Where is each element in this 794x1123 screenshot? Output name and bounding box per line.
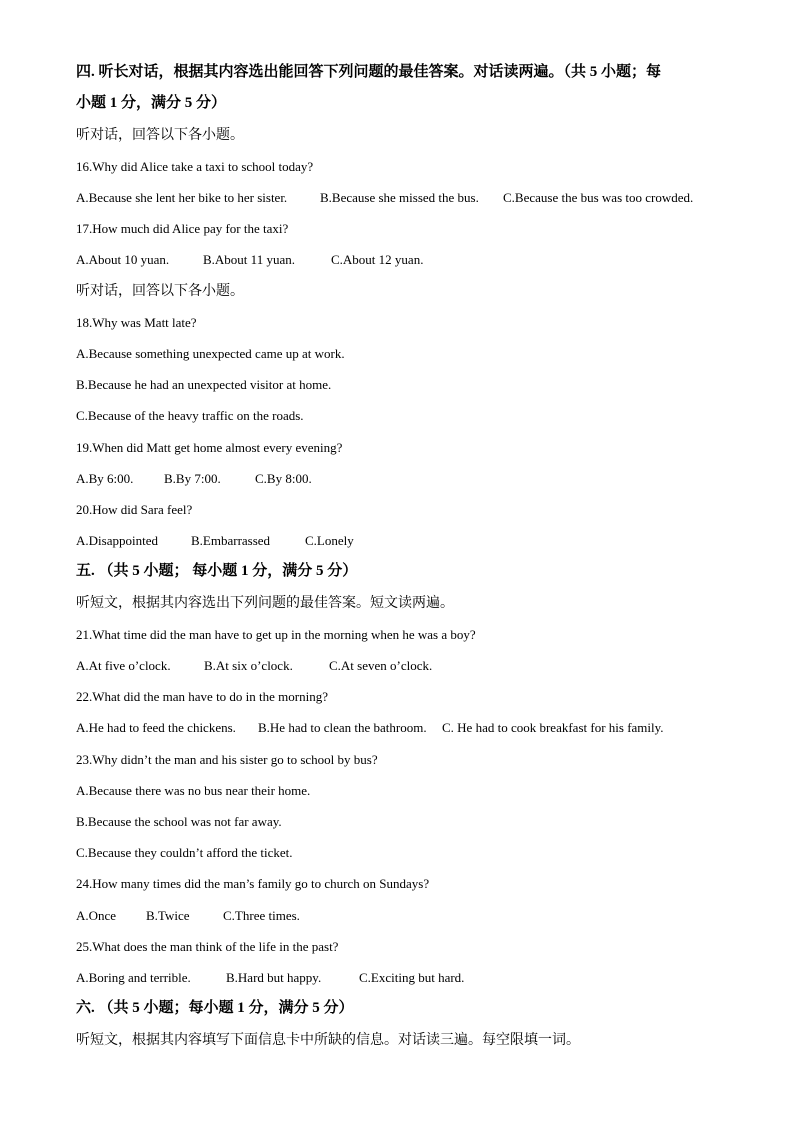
option-18c: C.Because of the heavy traffic on the roads. [76,408,304,423]
option-25b: B.Hard but happy. [226,970,322,985]
option-16a: A.Because she lent her bike to her sister. [76,190,288,205]
question-24-options [76,907,300,925]
question-16: 16.Why did Alice take a taxi to school today? [76,159,314,174]
option-24b: B.Twice [146,908,190,923]
option-25a: A.Boring and terrible. [76,970,191,985]
option-18b: B.Because he had an unexpected visitor at home. [76,377,332,392]
option-23a: A.Because there was no bus near their home. [76,783,311,798]
question-22-options [76,719,664,737]
option-19b: B.By 7:00. [164,471,221,486]
option-22b: B.He had to clean the bathroom. [258,720,427,735]
option-16c: C.Because the bus was too crowded. [503,190,694,205]
option-20a: A.Disappointed [76,533,158,548]
question-25-options [76,969,465,987]
option-18a: A.Because something unexpected came up at work. [76,346,345,361]
question-17-options [76,251,424,269]
option-17a: A.About 10 yuan. [76,252,170,267]
section4-heading-line2: 小题 1 分，满分 5 分） [76,95,227,111]
section4-heading-line1: 四. 听长对话，根据其内容选出能回答下列问题的最佳答案。对话读两遍。（共 5 小题；每 [76,64,662,80]
question-22: 22.What did the man have to do in the morning? [76,689,328,704]
question-18: 18.Why was Matt late? [76,315,197,330]
option-16b: B.Because she missed the bus. [320,190,479,205]
section5-instruction: 听短文，根据其内容选出下列问题的最佳答案。短文读两遍。 [76,596,454,611]
section6-instruction: 听短文，根据其内容填写下面信息卡中所缺的信息。对话读三遍。每空限填一词。 [76,1033,580,1048]
question-21-options [76,657,433,675]
question-23: 23.Why didn’t the man and his sister go to school by bus? [76,752,378,767]
option-19c: C.By 8:00. [255,471,312,486]
question-17: 17.How much did Alice pay for the taxi? [76,221,289,236]
option-23c: C.Because they couldn’t afford the ticket. [76,845,293,860]
section6-heading: 六. （共 5 小题；每小题 1 分，满分 5 分） [76,1000,354,1016]
question-24: 24.How many times did the man’s family go to church on Sundays? [76,876,430,891]
question-20: 20.How did Sara feel? [76,502,193,517]
section4-instruction-a: 听对话，回答以下各小题。 [76,128,244,143]
option-20c: C.Lonely [305,533,354,548]
option-21c: C.At seven o’clock. [329,658,433,673]
option-20b: B.Embarrassed [191,533,271,548]
option-17c: C.About 12 yuan. [331,252,424,267]
question-19: 19.When did Matt get home almost every evening? [76,440,343,455]
option-24c: C.Three times. [223,908,300,923]
option-25c: C.Exciting but hard. [359,970,465,985]
option-17b: B.About 11 yuan. [203,252,295,267]
section5-heading: 五. （共 5 小题； 每小题 1 分，满分 5 分） [76,563,358,579]
question-16-options [76,189,694,207]
question-19-options [76,470,312,488]
option-23b: B.Because the school was not far away. [76,814,282,829]
option-21a: A.At five o’clock. [76,658,171,673]
option-22a: A.He had to feed the chickens. [76,720,236,735]
question-20-options [76,532,354,550]
option-19a: A.By 6:00. [76,471,134,486]
section4-instruction-b: 听对话，回答以下各小题。 [76,284,244,299]
option-21b: B.At six o’clock. [204,658,293,673]
option-24a: A.Once [76,908,117,923]
option-22c: C. He had to cook breakfast for his family. [442,720,664,735]
question-21: 21.What time did the man have to get up in the morning when he was a boy? [76,627,476,642]
question-25: 25.What does the man think of the life in the past? [76,939,339,954]
